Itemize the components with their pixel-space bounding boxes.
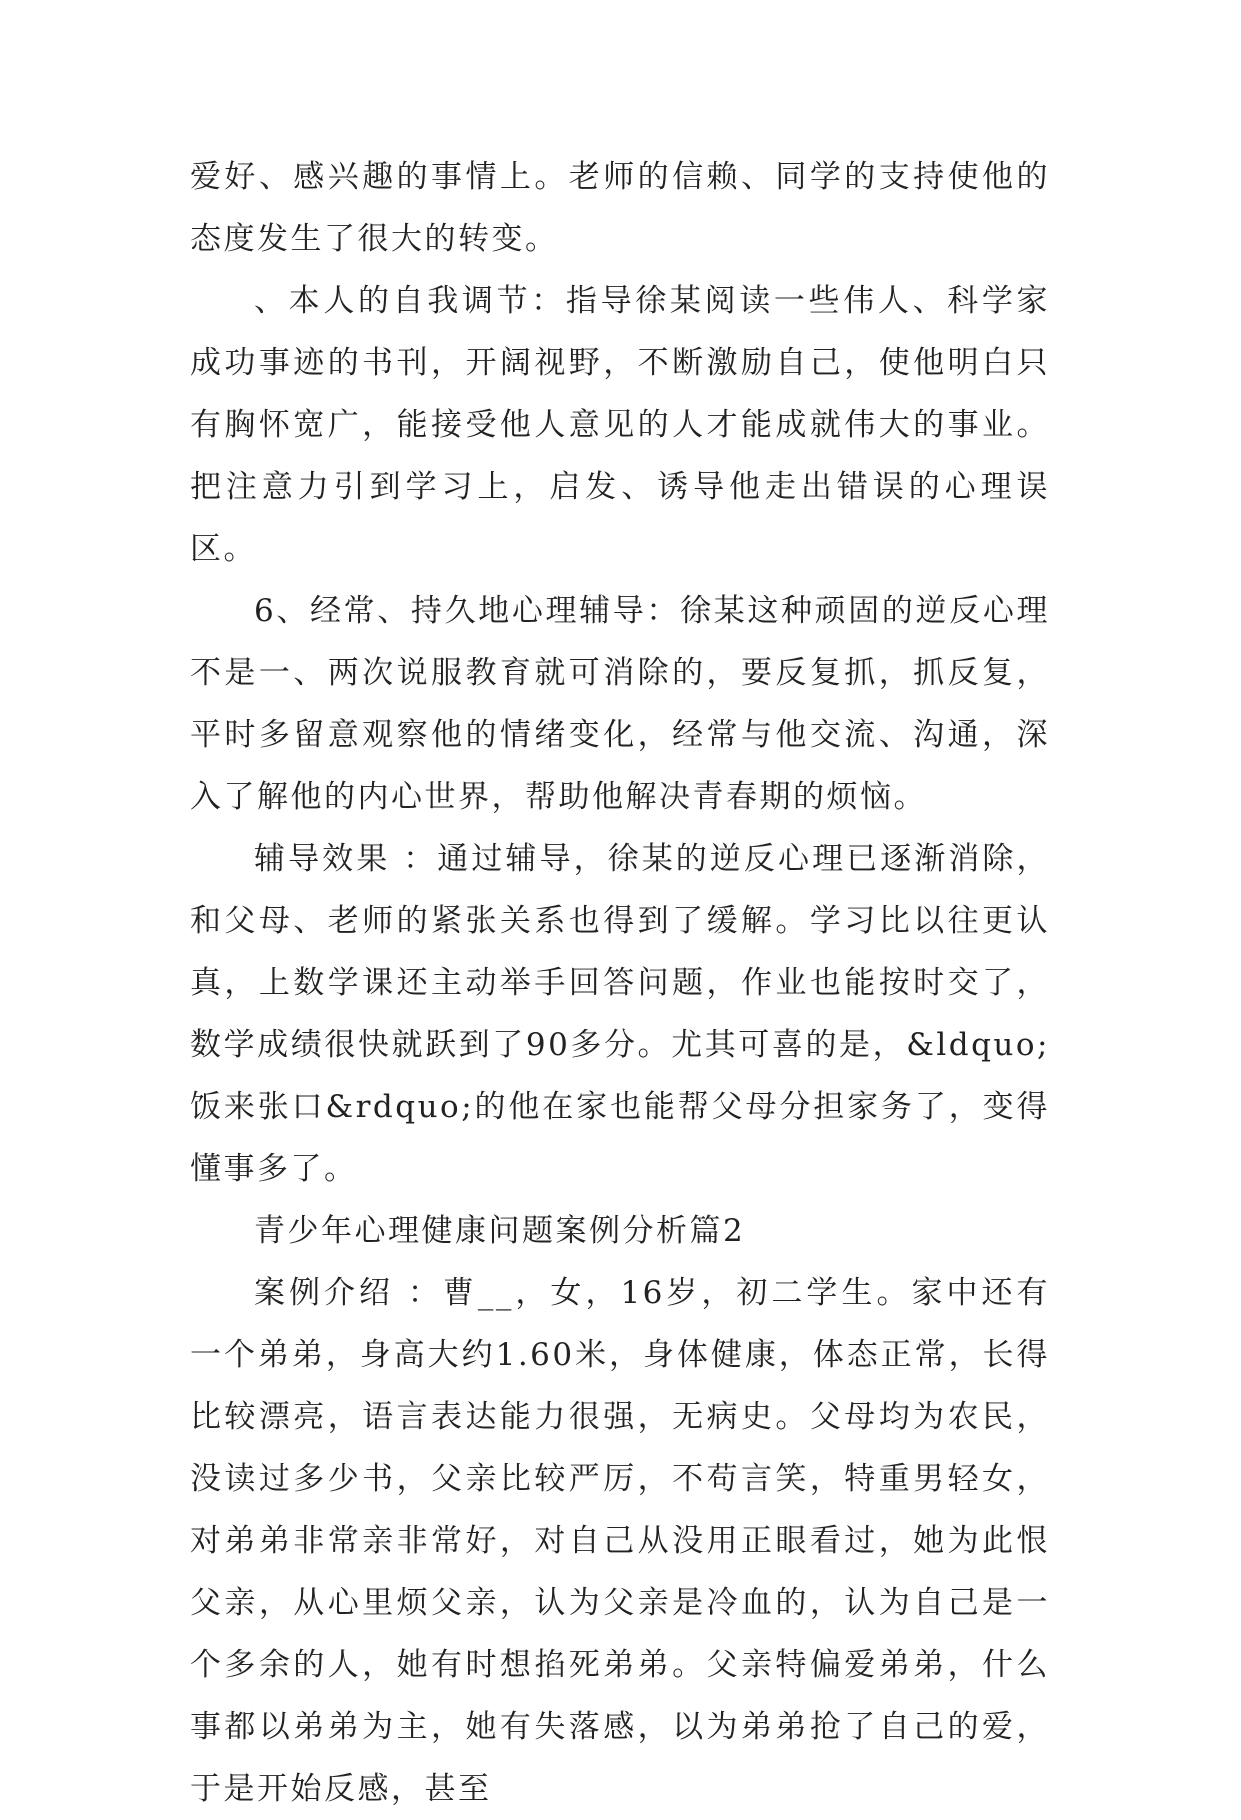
paragraph-case-introduction: 案例介绍 ：曹__，女，16岁，初二学生。家中还有一个弟弟，身高大约1.60米，身体健康，体态正常，长得比较漂亮，语言表达能力很强，无病史。父母均为农民，没读过多少书，父亲比较严厉，不苟言笑，特重男轻女，对弟弟非常亲非常好，对自己从没用正眼看过，她为此恨父亲，从心里烦父亲，认为父亲是冷血的，认为自己是一个多余的人，她有时想掐死弟弟。父亲特偏爱弟弟，什么事都以弟弟为主，她有失落感，以为弟弟抢了自己的爱，于是开始反感，甚至 [190,1275,1050,1807]
paragraph-continuation: 爱好、感兴趣的事情上。老师的信赖、同学的支持使他的态度发生了很大的转变。 [190,159,1050,257]
section-heading: 青少年心理健康问题案例分析篇2 [254,1213,746,1249]
paragraph-counseling-effect: 辅导效果 ：通过辅导，徐某的逆反心理已逐渐消除，和父母、老师的紧张关系也得到了缓解。学习比以往更认真，上数学课还主动举手回答问题，作业也能按时交了，数学成绩很快就跃到了90多分。尤其可喜的是，&ldquo;饭来张口&rdquo;的他在家也能帮父母分担家务了，变得懂事多了。 [190,841,1050,1187]
document-body [190,146,1050,1820]
paragraph-counseling: 6、经常、持久地心理辅导：徐某这种顽固的逆反心理不是一、两次说服教育就可消除的，要反复抓，抓反复，平时多留意观察他的情绪变化，经常与他交流、沟通，深入了解他的内心世界，帮助他解决青春期的烦恼。 [190,593,1050,815]
paragraph-self-adjustment: 、本人的自我调节：指导徐某阅读一些伟人、科学家成功事迹的书刊，开阔视野，不断激励自己，使他明白只有胸怀宽广，能接受他人意见的人才能成就伟大的事业。把注意力引到学习上，启发、诱导他走出错误的心理误区。 [190,283,1050,567]
